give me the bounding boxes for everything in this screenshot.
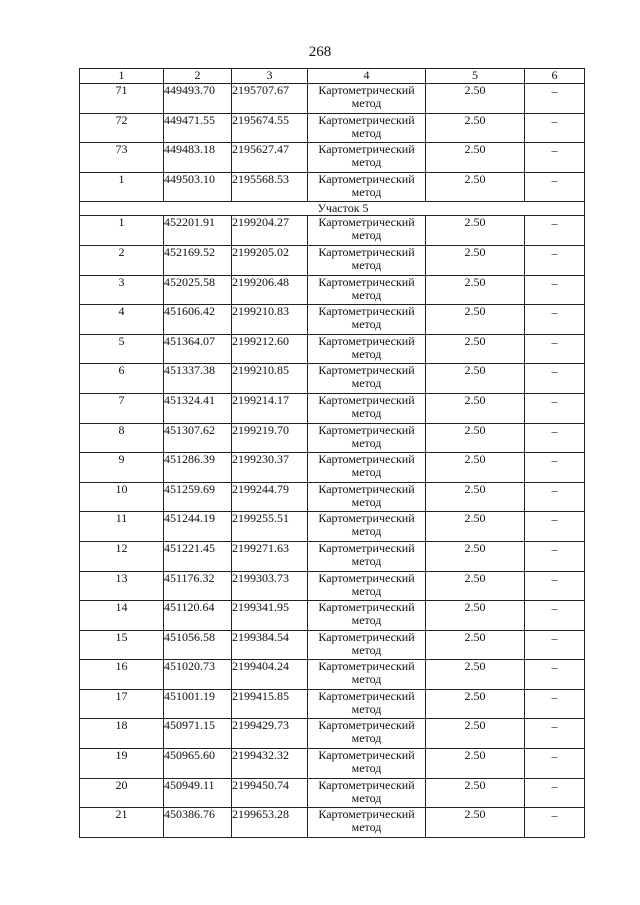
method-cell	[308, 275, 426, 305]
point-number-cell: 18	[80, 719, 164, 749]
method-line: метод	[351, 553, 382, 568]
x-coordinate-cell: 451307.62	[164, 423, 232, 453]
point-number-cell: 15	[80, 630, 164, 660]
method-cell	[308, 512, 426, 542]
y-coordinate-cell: 2199384.54	[232, 630, 308, 660]
x-coordinate-cell: 449483.18	[164, 143, 232, 173]
section-title: Участок 5	[80, 202, 585, 216]
method-line: Картометрический	[318, 807, 415, 822]
method-line: метод	[351, 346, 382, 361]
y-coordinate-cell: 2199206.48	[232, 275, 308, 305]
accuracy-cell: 2.50	[426, 216, 525, 246]
x-coordinate-cell: 451176.32	[164, 571, 232, 601]
method-cell	[308, 364, 426, 394]
x-coordinate-cell: 450949.11	[164, 778, 232, 808]
accuracy-cell: 2.50	[426, 172, 525, 202]
method-cell	[308, 778, 426, 808]
table-row	[80, 113, 585, 143]
note-cell: –	[525, 334, 585, 364]
accuracy-cell: 2.50	[426, 423, 525, 453]
accuracy-cell: 2.50	[426, 719, 525, 749]
table-row	[80, 601, 585, 631]
method-line: метод	[351, 642, 382, 657]
point-number-cell: 9	[80, 453, 164, 483]
method-cell	[308, 423, 426, 453]
accuracy-cell: 2.50	[426, 143, 525, 173]
table-row	[80, 689, 585, 719]
x-coordinate-cell: 449503.10	[164, 172, 232, 202]
accuracy-cell: 2.50	[426, 482, 525, 512]
method-line: Картометрический	[318, 83, 415, 97]
method-line: метод	[351, 257, 382, 272]
method-line: метод	[351, 524, 382, 539]
method-line: метод	[351, 405, 382, 420]
x-coordinate-cell: 451286.39	[164, 453, 232, 483]
note-cell: –	[525, 216, 585, 246]
table-row	[80, 216, 585, 246]
method-line: метод	[351, 672, 382, 687]
x-coordinate-cell: 451001.19	[164, 689, 232, 719]
x-coordinate-cell: 450386.76	[164, 808, 232, 838]
point-number-cell: 1	[80, 216, 164, 246]
accuracy-cell: 2.50	[426, 245, 525, 275]
method-cell	[308, 143, 426, 173]
point-number-cell: 4	[80, 305, 164, 335]
note-cell: –	[525, 512, 585, 542]
point-number-cell: 16	[80, 660, 164, 690]
column-header: 3	[232, 69, 308, 84]
y-coordinate-cell: 2199450.74	[232, 778, 308, 808]
table-row	[80, 84, 585, 114]
x-coordinate-cell: 452169.52	[164, 245, 232, 275]
accuracy-cell: 2.50	[426, 393, 525, 423]
table-row	[80, 453, 585, 483]
table-row	[80, 245, 585, 275]
header-row	[80, 69, 585, 84]
method-line: метод	[351, 376, 382, 391]
y-coordinate-cell: 2199432.32	[232, 749, 308, 779]
accuracy-cell: 2.50	[426, 749, 525, 779]
method-line: метод	[351, 613, 382, 628]
point-number-cell: 2	[80, 245, 164, 275]
y-coordinate-cell: 2199303.73	[232, 571, 308, 601]
accuracy-cell: 2.50	[426, 84, 525, 114]
note-cell: –	[525, 778, 585, 808]
x-coordinate-cell: 452201.91	[164, 216, 232, 246]
table-row	[80, 630, 585, 660]
method-line: Картометрический	[318, 452, 415, 467]
method-line: Картометрический	[318, 630, 415, 644]
accuracy-cell: 2.50	[426, 778, 525, 808]
method-line: Картометрический	[318, 363, 415, 378]
method-line: метод	[351, 435, 382, 450]
method-line: метод	[351, 583, 382, 598]
point-number-cell: 3	[80, 275, 164, 305]
table-row	[80, 512, 585, 542]
point-number-cell: 8	[80, 423, 164, 453]
note-cell: –	[525, 749, 585, 779]
method-line: метод	[351, 317, 382, 332]
y-coordinate-cell: 2195674.55	[232, 113, 308, 143]
accuracy-cell: 2.50	[426, 541, 525, 571]
column-header: 2	[164, 69, 232, 84]
point-number-cell: 12	[80, 541, 164, 571]
note-cell: –	[525, 423, 585, 453]
table-row	[80, 423, 585, 453]
table-body	[80, 84, 585, 838]
x-coordinate-cell: 450965.60	[164, 749, 232, 779]
point-number-cell: 5	[80, 334, 164, 364]
note-cell: –	[525, 245, 585, 275]
point-number-cell: 19	[80, 749, 164, 779]
method-line: Картометрический	[318, 334, 415, 348]
y-coordinate-cell: 2199415.85	[232, 689, 308, 719]
method-line: Картометрический	[318, 659, 415, 674]
accuracy-cell: 2.50	[426, 660, 525, 690]
method-line: Картометрический	[318, 304, 415, 319]
method-line: Картометрический	[318, 571, 415, 585]
x-coordinate-cell: 452025.58	[164, 275, 232, 305]
note-cell: –	[525, 601, 585, 631]
table-row	[80, 719, 585, 749]
accuracy-cell: 2.50	[426, 453, 525, 483]
method-cell	[308, 630, 426, 660]
column-header: 1	[80, 69, 164, 84]
section-header-row	[80, 202, 585, 216]
x-coordinate-cell: 451120.64	[164, 601, 232, 631]
column-header: 4	[308, 69, 426, 84]
point-number-cell: 11	[80, 512, 164, 542]
page-number: 268	[308, 44, 332, 60]
method-line: Картометрический	[318, 511, 415, 526]
y-coordinate-cell: 2195568.53	[232, 172, 308, 202]
method-line: Картометрический	[318, 482, 415, 496]
point-number-cell: 7	[80, 393, 164, 423]
method-cell	[308, 601, 426, 631]
point-number-cell: 73	[80, 143, 164, 173]
accuracy-cell: 2.50	[426, 275, 525, 305]
x-coordinate-cell: 451324.41	[164, 393, 232, 423]
point-number-cell: 71	[80, 84, 164, 114]
y-coordinate-cell: 2195627.47	[232, 143, 308, 173]
method-line: метод	[351, 125, 382, 140]
y-coordinate-cell: 2199341.95	[232, 601, 308, 631]
column-header: 6	[525, 69, 585, 84]
method-cell	[308, 305, 426, 335]
method-line: Картометрический	[318, 600, 415, 615]
method-cell	[308, 571, 426, 601]
method-line: Картометрический	[318, 541, 415, 555]
point-number-cell: 10	[80, 482, 164, 512]
method-cell	[308, 541, 426, 571]
accuracy-cell: 2.50	[426, 571, 525, 601]
method-line: Картометрический	[318, 142, 415, 157]
x-coordinate-cell: 451244.19	[164, 512, 232, 542]
table-row	[80, 808, 585, 838]
point-number-cell: 21	[80, 808, 164, 838]
method-line: Картометрический	[318, 778, 415, 792]
method-cell	[308, 808, 426, 838]
method-line: метод	[351, 820, 382, 835]
note-cell: –	[525, 689, 585, 719]
method-line: метод	[351, 701, 382, 716]
table-row	[80, 172, 585, 202]
method-line: метод	[351, 494, 382, 509]
note-cell: –	[525, 571, 585, 601]
method-line: Картометрический	[318, 215, 415, 230]
method-line: метод	[351, 228, 382, 243]
point-number-cell: 13	[80, 571, 164, 601]
method-cell	[308, 113, 426, 143]
y-coordinate-cell: 2199244.79	[232, 482, 308, 512]
note-cell: –	[525, 482, 585, 512]
note-cell: –	[525, 84, 585, 114]
table-row	[80, 541, 585, 571]
method-cell	[308, 689, 426, 719]
method-line: метод	[351, 155, 382, 170]
table-row	[80, 749, 585, 779]
x-coordinate-cell: 451364.07	[164, 334, 232, 364]
x-coordinate-cell: 449493.70	[164, 84, 232, 114]
y-coordinate-cell: 2199255.51	[232, 512, 308, 542]
method-cell	[308, 719, 426, 749]
y-coordinate-cell: 2199404.24	[232, 660, 308, 690]
table-row	[80, 364, 585, 394]
method-cell	[308, 334, 426, 364]
note-cell: –	[525, 113, 585, 143]
x-coordinate-cell: 450971.15	[164, 719, 232, 749]
method-cell	[308, 172, 426, 202]
table-row	[80, 275, 585, 305]
x-coordinate-cell: 451606.42	[164, 305, 232, 335]
accuracy-cell: 2.50	[426, 601, 525, 631]
method-cell	[308, 393, 426, 423]
coordinates-table	[79, 68, 585, 838]
x-coordinate-cell: 451020.73	[164, 660, 232, 690]
y-coordinate-cell: 2199429.73	[232, 719, 308, 749]
method-line: Картометрический	[318, 172, 415, 186]
y-coordinate-cell: 2199219.70	[232, 423, 308, 453]
table-row	[80, 778, 585, 808]
table-row	[80, 334, 585, 364]
method-line: метод	[351, 465, 382, 480]
accuracy-cell: 2.50	[426, 364, 525, 394]
note-cell: –	[525, 172, 585, 202]
method-line: Картометрический	[318, 423, 415, 437]
y-coordinate-cell: 2199653.28	[232, 808, 308, 838]
accuracy-cell: 2.50	[426, 334, 525, 364]
method-line: метод	[351, 731, 382, 746]
method-cell	[308, 216, 426, 246]
method-line: Картометрический	[318, 718, 415, 733]
y-coordinate-cell: 2199230.37	[232, 453, 308, 483]
note-cell: –	[525, 719, 585, 749]
x-coordinate-cell: 451056.58	[164, 630, 232, 660]
y-coordinate-cell: 2199212.60	[232, 334, 308, 364]
x-coordinate-cell: 449471.55	[164, 113, 232, 143]
method-line: Картометрический	[318, 393, 415, 407]
y-coordinate-cell: 2199205.02	[232, 245, 308, 275]
accuracy-cell: 2.50	[426, 512, 525, 542]
y-coordinate-cell: 2199204.27	[232, 216, 308, 246]
note-cell: –	[525, 630, 585, 660]
note-cell: –	[525, 364, 585, 394]
accuracy-cell: 2.50	[426, 808, 525, 838]
point-number-cell: 72	[80, 113, 164, 143]
column-header: 5	[426, 69, 525, 84]
x-coordinate-cell: 451337.38	[164, 364, 232, 394]
method-line: Картометрический	[318, 275, 415, 289]
point-number-cell: 14	[80, 601, 164, 631]
point-number-cell: 6	[80, 364, 164, 394]
y-coordinate-cell: 2195707.67	[232, 84, 308, 114]
method-line: метод	[351, 96, 382, 110]
method-line: Картометрический	[318, 748, 415, 763]
method-line: Картометрический	[318, 245, 415, 259]
method-line: Картометрический	[318, 113, 415, 127]
x-coordinate-cell: 451221.45	[164, 541, 232, 571]
method-cell	[308, 660, 426, 690]
method-line: метод	[351, 287, 382, 302]
accuracy-cell: 2.50	[426, 113, 525, 143]
note-cell: –	[525, 541, 585, 571]
method-line: метод	[351, 790, 382, 805]
y-coordinate-cell: 2199210.83	[232, 305, 308, 335]
method-line: метод	[351, 761, 382, 776]
table-row	[80, 143, 585, 173]
point-number-cell: 1	[80, 172, 164, 202]
accuracy-cell: 2.50	[426, 630, 525, 660]
accuracy-cell: 2.50	[426, 305, 525, 335]
method-cell	[308, 453, 426, 483]
method-cell	[308, 749, 426, 779]
point-number-cell: 17	[80, 689, 164, 719]
table-row	[80, 660, 585, 690]
note-cell: –	[525, 275, 585, 305]
note-cell: –	[525, 393, 585, 423]
table-row	[80, 571, 585, 601]
method-line: Картометрический	[318, 689, 415, 703]
note-cell: –	[525, 305, 585, 335]
table-row	[80, 393, 585, 423]
table-row	[80, 482, 585, 512]
note-cell: –	[525, 808, 585, 838]
table-row	[80, 305, 585, 335]
y-coordinate-cell: 2199271.63	[232, 541, 308, 571]
note-cell: –	[525, 143, 585, 173]
y-coordinate-cell: 2199210.85	[232, 364, 308, 394]
y-coordinate-cell: 2199214.17	[232, 393, 308, 423]
accuracy-cell: 2.50	[426, 689, 525, 719]
method-cell	[308, 482, 426, 512]
method-line: метод	[351, 184, 382, 199]
method-cell	[308, 84, 426, 114]
point-number-cell: 20	[80, 778, 164, 808]
note-cell: –	[525, 660, 585, 690]
method-cell	[308, 245, 426, 275]
x-coordinate-cell: 451259.69	[164, 482, 232, 512]
note-cell: –	[525, 453, 585, 483]
